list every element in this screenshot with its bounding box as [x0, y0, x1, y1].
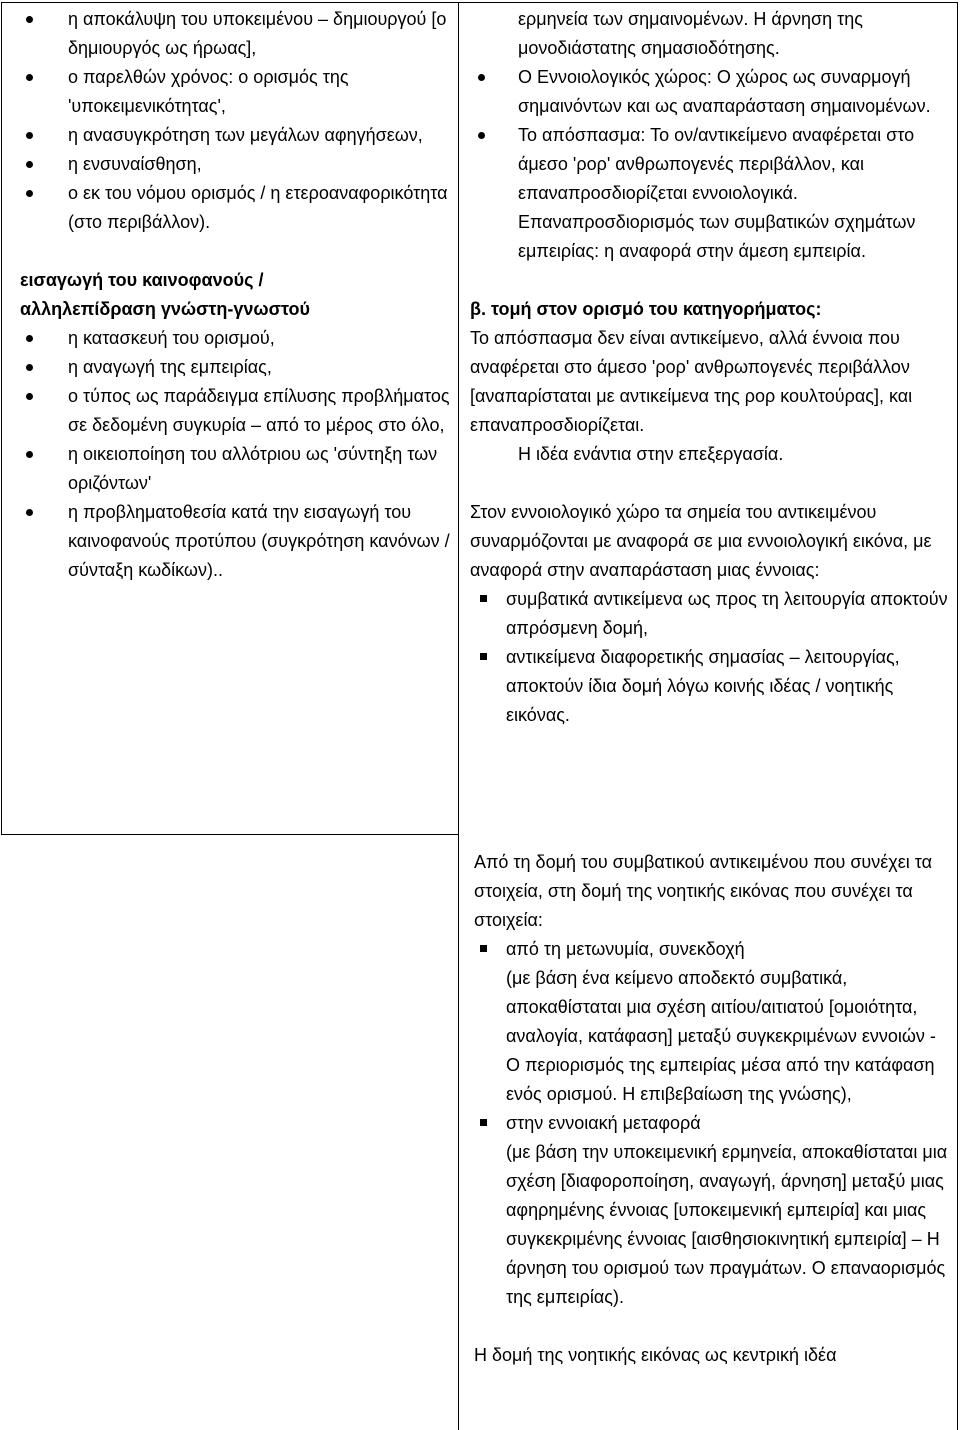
left-bullet: η ενσυναίσθηση, [20, 150, 450, 179]
table-border-top [1, 2, 958, 3]
structure-item-2-title: στην εννοιακή μεταφορά [470, 1109, 950, 1138]
right-column [470, 5, 950, 730]
left-bullet: ο τύπος ως παράδειγμα επίλυσης προβλήματος σε δεδομένη συγκυρία – από το μέρος στο όλο, [20, 382, 450, 440]
table-border-left [1, 2, 2, 834]
continuation-line-1: ερμηνεία των σημαινομένων. Η άρνηση της [518, 9, 863, 29]
central-idea-line: Η δομή της νοητικής εικόνας ως κεντρική ιδέα [474, 1345, 837, 1365]
left-bullet: η αναγωγή της εμπειρίας, [20, 353, 450, 382]
bottom-right-block [470, 848, 950, 1370]
right-bullet: Το απόσπασμα: Το ον/αντικείμενο αναφέρεται στο άμεσο 'ρορ' ανθρωπογενές περιβάλλον, και επαναπροσδιορίζεται εννοιολογικά. Επαναπροσδιορισμός των συμβατικών σχημάτων εμπειρίας: η αναφορά στην άμεση εμπειρία. [470, 121, 950, 266]
section-b-title: β. τομή στον ορισμό του κατηγορήματος: [470, 299, 822, 319]
structure-item-1-title: από τη μετωνυμία, συνεκδοχή [470, 935, 950, 964]
structure-item-2-text: (με βάση την υποκειμενική ερμηνεία, αποκαθίσταται μια σχέση [διαφοροποίηση, αναγωγή, άρνηση] μεταξύ μιας αφηρημένης έννοιας [υποκειμενική εμπειρία] και μιας συγκεκριμένης έννοιας [αισθησιοκινητική εμπειρία] – Η άρνηση του ορισμού των πραγμάτων. Ο επαναορισμός της εμπειρίας). [506, 1142, 948, 1307]
section-b-text: Το απόσπασμα δεν είναι αντικείμενο, αλλά έννοια που αναφέρεται στο άμεσο 'ρορ' ανθρωπογενές περιβάλλον [αναπαρίσταται με αντικείμενα της ρορ κουλτούρας], και επαναπροσδιορίζεται. [470, 328, 913, 435]
left-bullet: η ανασυγκρότηση των μεγάλων αφηγήσεων, [20, 121, 450, 150]
left-bullet: η αποκάλυψη του υποκειμένου – δημιουργού [ο δημιουργός ως ήρωας], [20, 5, 450, 63]
section-b-idea: Η ιδέα ενάντια στην επεξεργασία. [518, 444, 784, 464]
concept-item: συμβατικά αντικείμενα ως προς τη λειτουργία αποκτούν απρόσμενη δομή, [470, 585, 950, 643]
section-heading-line-1: εισαγωγή του καινοφανούς / [20, 270, 264, 290]
left-bullet: η οικειοποίηση του αλλότριου ως 'σύντηξη των οριζόντων' [20, 440, 450, 498]
continuation-line-2: μονοδιάστατης σημασιοδότησης. [518, 38, 780, 58]
left-bullet: ο παρελθών χρόνος: ο ορισμός της 'υποκειμενικότητας', [20, 63, 450, 121]
structure-item-1-text: (με βάση ένα κείμενο αποδεκτό συμβατικά, αποκαθίσταται μια σχέση αιτίου/αιτιατού [ομοιότητα, αναλογία, κατάφαση] μεταξύ συγκεκριμένων εννοιών - Ο περιορισμός της εμπειρίας μέσα από την κατάφαση ενός ορισμού. Η επιβεβαίωση της γνώσης), [506, 968, 936, 1104]
right-bullet: Ο Εννοιολογικός χώρος: Ο χώρος ως συναρμογή σημαινόντων και ως αναπαράσταση σημαινομένων. [470, 63, 950, 121]
section-heading-line-2: αλληλεπίδραση γνώστη-γνωστού [20, 299, 310, 319]
table-border-right [957, 2, 958, 1430]
left-bullet: η κατασκευή του ορισμού, [20, 324, 450, 353]
concept-item: αντικείμενα διαφορετικής σημασίας – λειτουργίας, αποκτούν ίδια δομή λόγω κοινής ιδέας / νοητικής εικόνας. [470, 643, 950, 730]
left-column [20, 5, 450, 585]
continuation-text [470, 5, 950, 63]
left-bullet: η προβληματοθεσία κατά την εισαγωγή του καινοφανούς προτύπου (συγκρότηση κανόνων / σύνταξη κωδίκων).. [20, 498, 450, 585]
concept-intro: Στον εννοιολογικό χώρο τα σημεία του αντικειμένου συναρμόζονται με αναφορά σε μια εννοιολογική εικόνα, με αναφορά στην αναπαράσταση μιας έννοιας: [470, 502, 932, 580]
left-bullet: ο εκ του νόμου ορισμός / η ετεροαναφορικότητα (στο περιβάλλον). [20, 179, 450, 237]
table-border-middle [458, 2, 459, 1430]
structure-intro: Από τη δομή του συμβατικού αντικειμένου που συνέχει τα στοιχεία, στη δομή της νοητικής εικόνας που συνέχει τα στοιχεία: [474, 852, 933, 930]
table-border-row [1, 834, 459, 835]
